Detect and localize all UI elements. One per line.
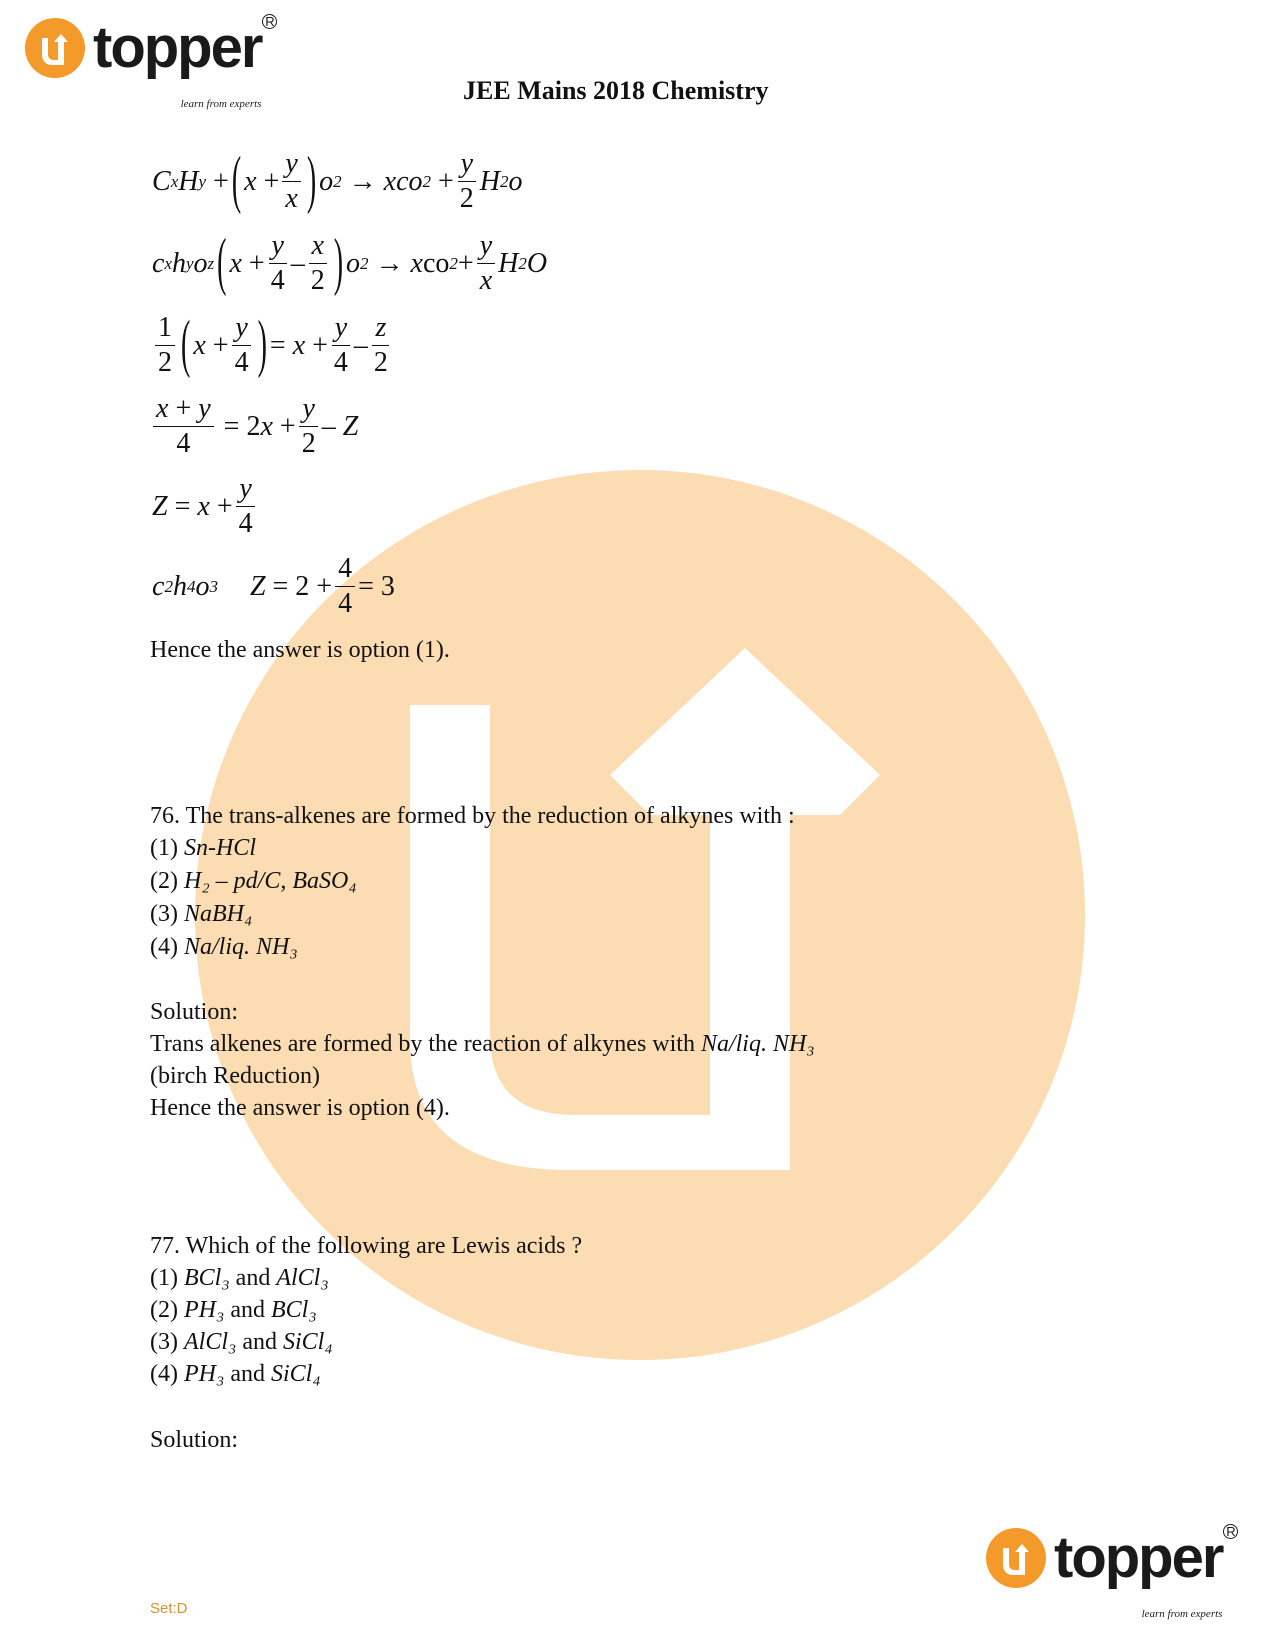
- footer-brand-tagline: learn from experts: [1141, 1608, 1223, 1620]
- question-76-option-1: (1) Sn-HCl: [150, 835, 256, 861]
- footer-brand-name: topper: [1054, 1525, 1223, 1590]
- page-title: JEE Mains 2018 Chemistry: [463, 76, 769, 105]
- question-76-solution-text: Trans alkenes are formed by the reaction of alkynes with Na/liq. NH₃: [150, 1031, 815, 1057]
- equation-2: c x h y o z ( x + $\frac{y}{4}$ – $\frac{x}{2}$ ) o 2 → x co 2 + $\frac{y}{x}$ H 2 O: [152, 226, 548, 298]
- topper-u-arrow-icon: [25, 18, 85, 78]
- question-76-solution-note: (birch Reduction): [150, 1063, 320, 1089]
- footer-topper-logo: [986, 1524, 1236, 1620]
- question-77-solution-heading: Solution:: [150, 1427, 239, 1453]
- question-76-solution-heading: Solution:: [150, 999, 239, 1025]
- brand-tagline: learn from experts: [180, 98, 262, 110]
- question-76-option-2: (2) H₂ – pd/C, BaSO₄: [150, 868, 357, 894]
- topper-logo: [25, 14, 275, 110]
- question-76-option-3: (3) NaBH₄: [150, 901, 253, 927]
- equation-4: $\frac{x + y}{4}$ = 2 x + $\frac{y}{2}$ – Z: [150, 395, 358, 458]
- question-77-option-2: (2) PH₃ and BCl₃: [150, 1297, 317, 1323]
- solution-75-conclusion: Hence the answer is option (1).: [150, 637, 450, 663]
- question-76-conclusion: Hence the answer is option (4).: [150, 1095, 450, 1121]
- question-76-text: 76. The trans-alkenes are formed by the reduction of alkynes with :: [150, 803, 795, 829]
- equation-6: c 2 h 4 o 3 Z = 2 + $\frac{4}{4}$ = 3: [152, 553, 395, 619]
- question-77-text: 77. Which of the following are Lewis acids ?: [150, 1233, 583, 1259]
- equation-1: C x H y + ( x + $\frac{y}{x}$ ) o 2 → xco 2 + $\frac{y}{2}$ H 2 o: [152, 144, 523, 216]
- question-77-option-1: (1) BCl₃ and AlCl₃: [150, 1265, 329, 1291]
- topper-u-arrow-icon: [986, 1528, 1046, 1588]
- set-label: Set:D: [150, 1600, 188, 1617]
- question-76-option-4: (4) Na/liq. NH₃: [150, 934, 298, 960]
- registered-mark: R: [1223, 1524, 1238, 1539]
- equation-5: Z = x + $\frac{y}{4}$: [152, 475, 259, 538]
- registered-mark: R: [262, 14, 277, 29]
- brand-name: topper: [93, 15, 262, 80]
- question-77-option-3: (3) AlCl₃ and SiCl₄: [150, 1329, 333, 1355]
- question-77-option-4: (4) PH₃ and SiCl₄: [150, 1361, 321, 1387]
- equation-3: $\frac{1}{2}$ ( x + $\frac{y}{4}$ ) = x + $\frac{y}{4}$ – $\frac{z}{2}$: [152, 314, 394, 377]
